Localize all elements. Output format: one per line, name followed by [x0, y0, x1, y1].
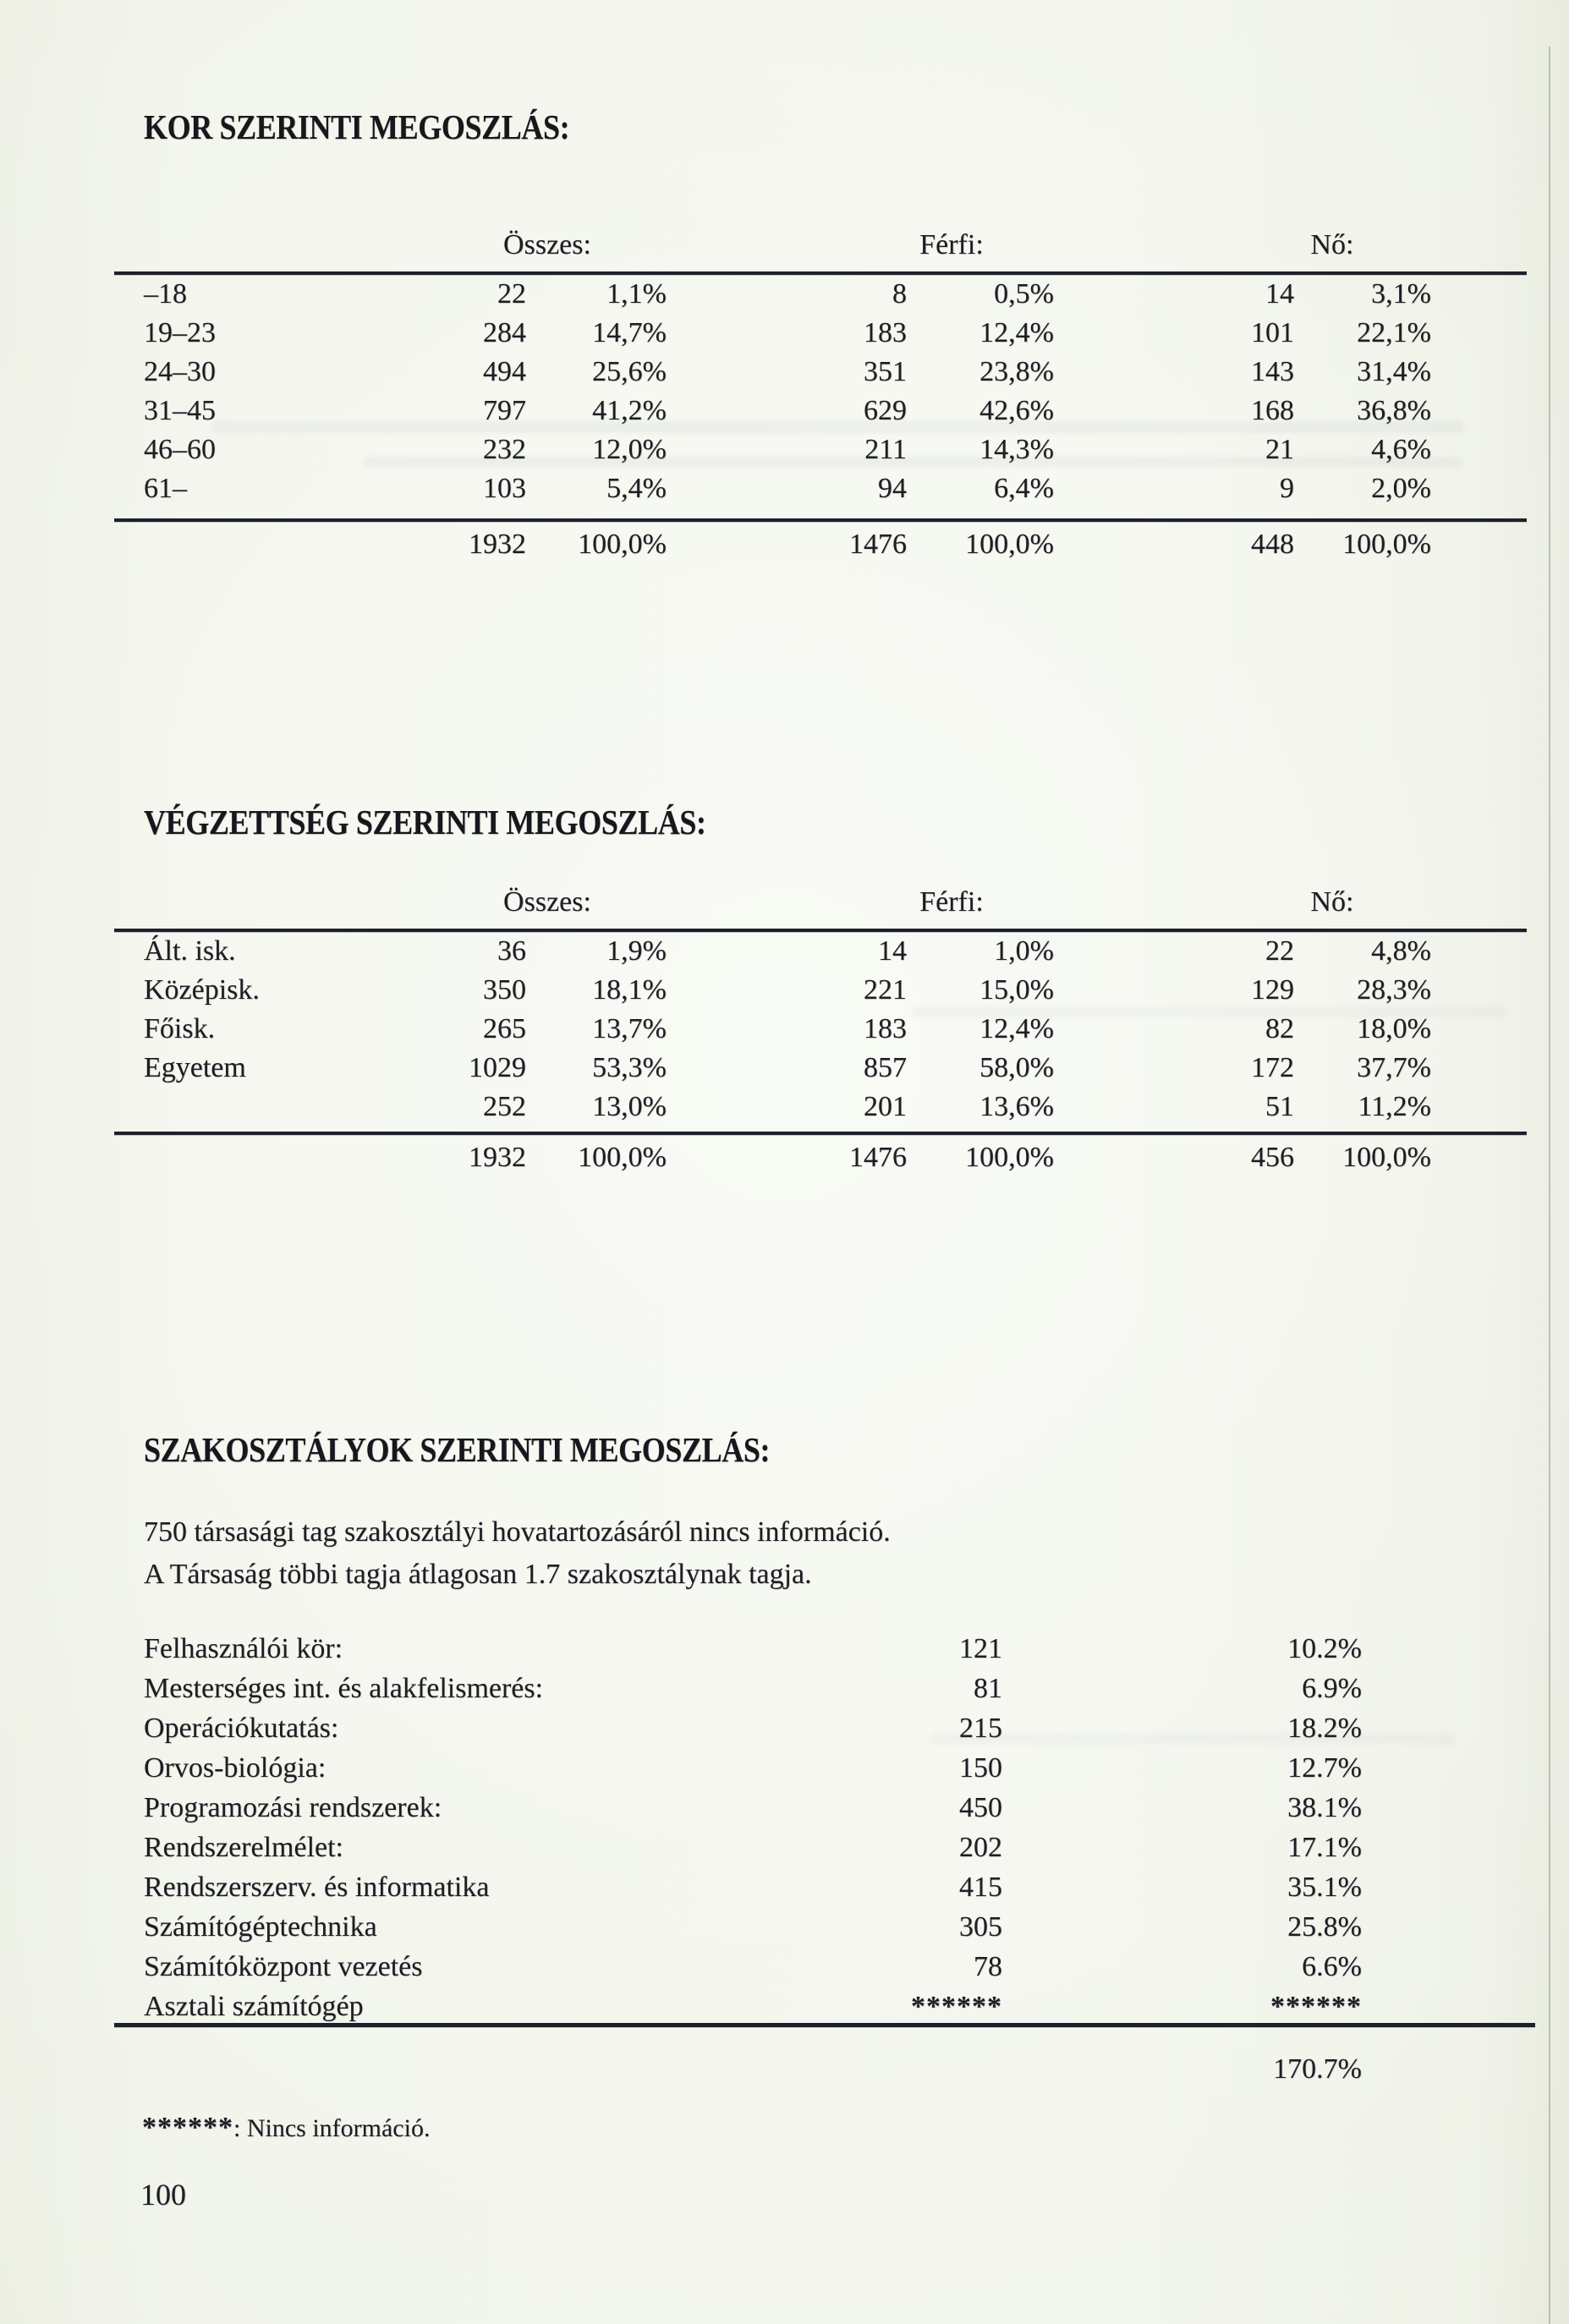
- department-label: Számítóközpont vezetés: [144, 1951, 423, 1982]
- column-header-total: Összes:: [503, 886, 591, 918]
- male-count: 183: [864, 1013, 907, 1044]
- department-row: [144, 1867, 1362, 1907]
- department-row: [144, 1788, 1362, 1828]
- male-percent: 15,0%: [979, 974, 1054, 1006]
- male-count: 8: [892, 278, 907, 310]
- male-count: 351: [864, 356, 907, 387]
- department-list: [144, 1629, 1362, 2026]
- education-table: [114, 880, 1527, 1181]
- table-row: [114, 971, 1527, 1010]
- no-information-asterisks: ******: [1270, 1991, 1362, 2022]
- department-percent: 18.2%: [1287, 1713, 1362, 1744]
- footnote-text: : Nincs információ.: [233, 2114, 431, 2142]
- male-percent: 42,6%: [979, 395, 1054, 426]
- totals-row: [114, 1135, 1527, 1181]
- female-count: 143: [1251, 356, 1294, 387]
- total-count: 350: [483, 974, 526, 1006]
- table-row: [114, 353, 1527, 392]
- male-count: 183: [864, 317, 907, 348]
- department-count: 415: [959, 1872, 1002, 1903]
- department-row: [144, 1907, 1362, 1947]
- female-percent: 100,0%: [1342, 1142, 1431, 1173]
- total-percent: 13,0%: [592, 1091, 667, 1122]
- department-percent: 6.6%: [1302, 1951, 1362, 1982]
- education-level-label: Középisk.: [144, 974, 260, 1006]
- table-row: [114, 392, 1527, 430]
- department-label: Operációkutatás:: [144, 1713, 339, 1744]
- male-count: 201: [864, 1091, 907, 1122]
- female-percent: 37,7%: [1357, 1052, 1431, 1083]
- table-row: [114, 430, 1527, 469]
- total-percent: 100,0%: [578, 1142, 667, 1173]
- female-percent: 36,8%: [1357, 395, 1431, 426]
- education-table-header: [114, 880, 1527, 929]
- footnote-asterisks: ******: [142, 2112, 233, 2143]
- male-count: 211: [864, 434, 907, 465]
- row-label: [114, 522, 398, 567]
- department-percent: 12.7%: [1287, 1752, 1362, 1784]
- page-number: 100: [140, 2178, 186, 2212]
- female-count: 22: [1265, 935, 1294, 967]
- female-count: 14: [1265, 278, 1294, 310]
- department-label: Orvos-biológia:: [144, 1752, 326, 1784]
- department-count: 121: [959, 1633, 1002, 1664]
- page-edge-shadow: [1549, 47, 1550, 2324]
- department-count: 450: [959, 1792, 1002, 1823]
- column-header-total: Összes:: [503, 229, 591, 260]
- male-percent: 14,3%: [979, 434, 1054, 465]
- total-percent: 13,7%: [592, 1013, 667, 1044]
- department-label: Asztali számítógép: [144, 1991, 364, 2022]
- female-count: 21: [1265, 434, 1294, 465]
- female-percent: 18,0%: [1357, 1013, 1431, 1044]
- age-table: [114, 222, 1527, 567]
- age-section-title: KOR SZERINTI MEGOSZLÁS:: [144, 107, 570, 146]
- age-range-label: 24–30: [144, 356, 216, 387]
- total-percent: 41,2%: [592, 395, 667, 426]
- female-percent: 4,8%: [1371, 935, 1431, 967]
- female-percent: 100,0%: [1342, 529, 1431, 560]
- age-range-label: 31–45: [144, 395, 216, 426]
- male-percent: 12,4%: [979, 1013, 1054, 1044]
- department-percent: 35.1%: [1287, 1872, 1362, 1903]
- female-count: 168: [1251, 395, 1294, 426]
- department-table-rule: [114, 2023, 1535, 2027]
- department-row: [144, 1947, 1362, 1987]
- age-range-label: 46–60: [144, 434, 216, 465]
- department-percent: 25.8%: [1287, 1911, 1362, 1943]
- female-percent: 11,2%: [1358, 1091, 1431, 1122]
- footnote: [142, 2109, 430, 2147]
- male-count: 629: [864, 395, 907, 426]
- male-count: 857: [864, 1052, 907, 1083]
- total-count: 265: [483, 1013, 526, 1044]
- department-count: 305: [959, 1911, 1002, 1943]
- female-count: 51: [1265, 1091, 1294, 1122]
- department-label: Rendszerszerv. és informatika: [144, 1872, 490, 1903]
- total-percent: 53,3%: [592, 1052, 667, 1083]
- department-count: 215: [959, 1713, 1002, 1744]
- male-percent: 23,8%: [979, 356, 1054, 387]
- total-count: 232: [483, 434, 526, 465]
- intro-line-2: A Társaság többi tagja átlagosan 1.7 szakosztálynak tagja.: [144, 1559, 812, 1590]
- female-count: 172: [1251, 1052, 1294, 1083]
- female-count: 456: [1251, 1142, 1294, 1173]
- male-percent: 0,5%: [994, 278, 1054, 310]
- total-percent: 1,9%: [606, 935, 667, 967]
- total-count: 494: [483, 356, 526, 387]
- total-count: 22: [497, 278, 526, 310]
- table-row: [114, 275, 1527, 314]
- total-percent: 12,0%: [592, 434, 667, 465]
- column-header-female: Nő:: [1310, 886, 1354, 918]
- column-header-male: Férfi:: [919, 229, 984, 260]
- total-count: 36: [497, 935, 526, 967]
- total-count: 1932: [469, 1142, 526, 1173]
- education-level-label: Főisk.: [144, 1013, 216, 1044]
- total-count: 1029: [469, 1052, 526, 1083]
- table-row: [114, 469, 1527, 508]
- male-percent: 58,0%: [979, 1052, 1054, 1083]
- age-range-label: 19–23: [144, 317, 216, 348]
- male-percent: 100,0%: [965, 529, 1054, 560]
- total-percent: 25,6%: [592, 356, 667, 387]
- education-level-label: Egyetem: [144, 1052, 246, 1083]
- department-percent: 10.2%: [1287, 1633, 1362, 1664]
- totals-row: [114, 522, 1527, 567]
- department-percent: 38.1%: [1287, 1792, 1362, 1823]
- table-row: [114, 932, 1527, 971]
- female-percent: 31,4%: [1357, 356, 1431, 387]
- total-percent: 100,0%: [578, 529, 667, 560]
- department-label: Számítógéptechnika: [144, 1911, 377, 1943]
- male-count: 14: [878, 935, 907, 967]
- department-count: 150: [959, 1752, 1002, 1784]
- female-percent: 28,3%: [1357, 974, 1431, 1006]
- total-count: 252: [483, 1091, 526, 1122]
- department-count: 81: [974, 1673, 1002, 1704]
- department-row: [144, 1629, 1362, 1669]
- male-count: 1476: [849, 529, 907, 560]
- male-count: 221: [864, 974, 907, 1006]
- male-count: 94: [878, 473, 907, 504]
- female-count: 101: [1251, 317, 1294, 348]
- department-row: [144, 1828, 1362, 1867]
- column-header-female: Nő:: [1310, 229, 1354, 260]
- table-row: [114, 314, 1527, 353]
- age-range-label: 61–: [144, 473, 187, 504]
- table-row: [114, 1088, 1527, 1126]
- education-level-label: Ált. isk.: [144, 935, 236, 967]
- table-row: [114, 1049, 1527, 1088]
- age-range-label: –18: [144, 278, 187, 310]
- departments-intro: [144, 1511, 891, 1596]
- total-percent: 14,7%: [592, 317, 667, 348]
- row-label: [114, 1135, 398, 1181]
- female-count: 448: [1251, 529, 1294, 560]
- male-percent: 12,4%: [979, 317, 1054, 348]
- department-total-percent: 170.7%: [1273, 2053, 1362, 2085]
- education-section-title: VÉGZETTSÉG SZERINTI MEGOSZLÁS:: [144, 803, 706, 841]
- female-percent: 2,0%: [1371, 473, 1431, 504]
- male-count: 1476: [849, 1142, 907, 1173]
- department-row: [144, 1748, 1362, 1788]
- departments-section-title: SZAKOSZTÁLYOK SZERINTI MEGOSZLÁS:: [144, 1430, 771, 1469]
- table-row: [114, 1010, 1527, 1049]
- female-count: 82: [1265, 1013, 1294, 1044]
- education-level-label: [114, 1088, 398, 1126]
- column-header-male: Férfi:: [919, 886, 984, 918]
- male-percent: 100,0%: [965, 1142, 1054, 1173]
- total-count: 103: [483, 473, 526, 504]
- department-label: Programozási rendszerek:: [144, 1792, 442, 1823]
- male-percent: 1,0%: [994, 935, 1054, 967]
- department-label: Felhasználói kör:: [144, 1633, 343, 1664]
- female-percent: 4,6%: [1371, 434, 1431, 465]
- total-count: 1932: [469, 529, 526, 560]
- total-percent: 1,1%: [606, 278, 667, 310]
- intro-line-1: 750 társasági tag szakosztályi hovatartozásáról nincs információ.: [144, 1516, 891, 1548]
- department-row: [144, 1987, 1362, 2026]
- male-percent: 13,6%: [979, 1091, 1054, 1122]
- department-percent: 6.9%: [1302, 1673, 1362, 1704]
- total-count: 797: [483, 395, 526, 426]
- male-percent: 6,4%: [994, 473, 1054, 504]
- department-row: [144, 1708, 1362, 1748]
- department-label: Rendszerelmélet:: [144, 1832, 344, 1863]
- spacer: [114, 508, 1527, 518]
- female-percent: 3,1%: [1371, 278, 1431, 310]
- age-table-header: [114, 222, 1527, 271]
- department-count: 202: [959, 1832, 1002, 1863]
- department-percent: 17.1%: [1287, 1832, 1362, 1863]
- department-count: 78: [974, 1951, 1002, 1982]
- total-count: 284: [483, 317, 526, 348]
- department-label: Mesterséges int. és alakfelismerés:: [144, 1673, 544, 1704]
- total-percent: 5,4%: [606, 473, 667, 504]
- department-row: [144, 1669, 1362, 1708]
- female-count: 129: [1251, 974, 1294, 1006]
- female-percent: 22,1%: [1357, 317, 1431, 348]
- no-information-asterisks: ******: [911, 1991, 1002, 2022]
- female-count: 9: [1280, 473, 1294, 504]
- total-percent: 18,1%: [592, 974, 667, 1006]
